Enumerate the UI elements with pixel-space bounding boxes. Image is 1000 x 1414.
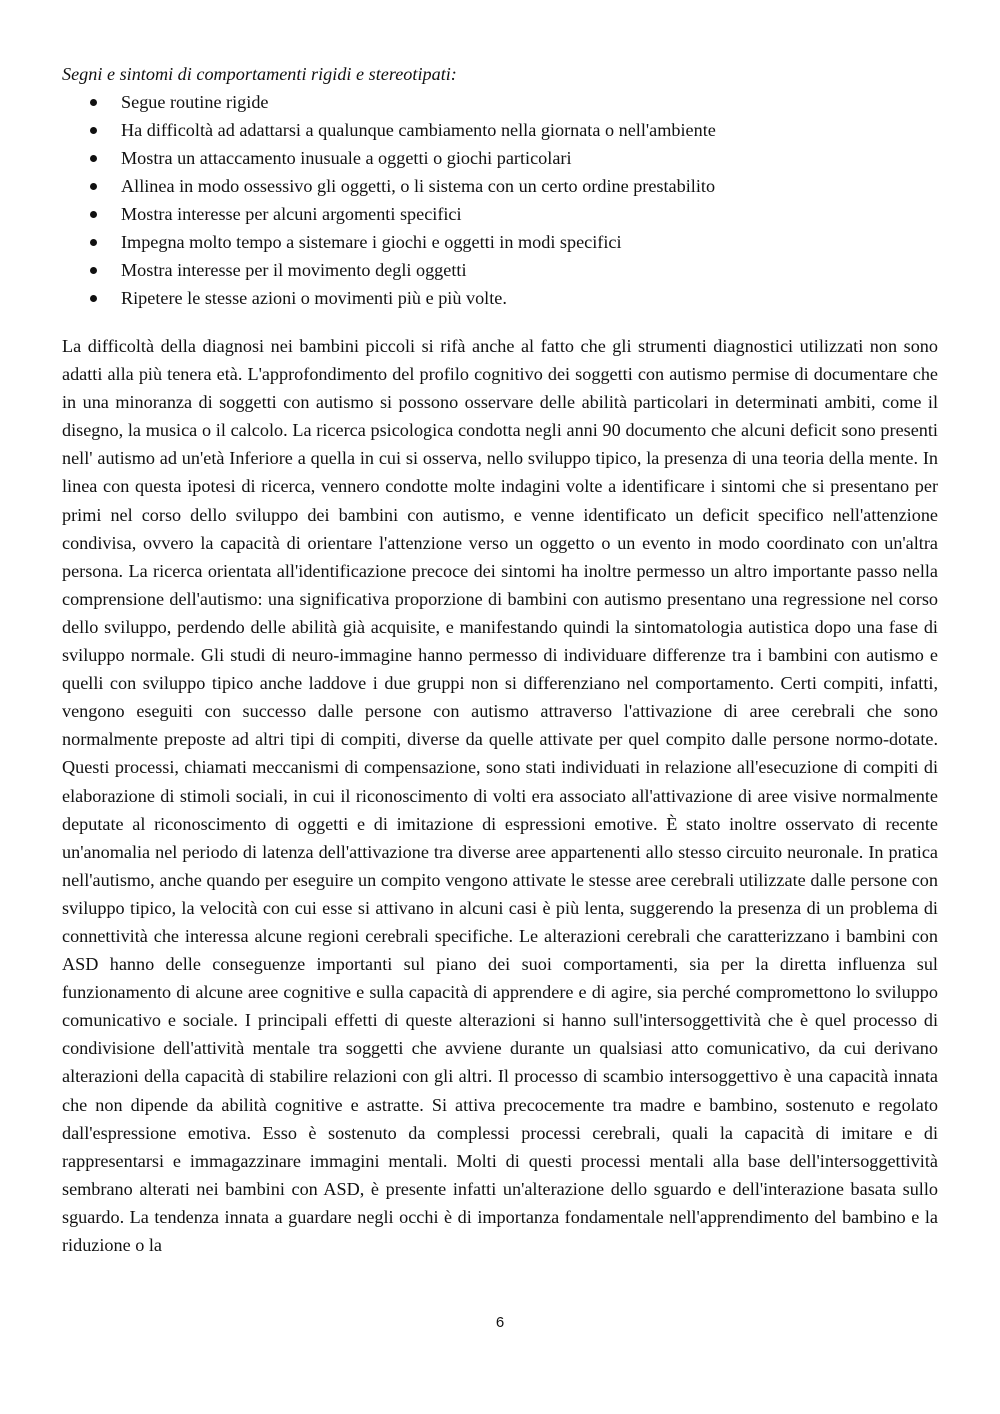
list-item-text: Mostra un attaccamento inusuale a oggetti o giochi particolari [121,148,572,168]
bullet-icon [90,99,97,106]
list-item-text: Ripetere le stesse azioni o movimenti più e più volte. [121,288,507,308]
list-item [62,172,938,200]
page-number: 6 [495,1314,505,1331]
list-item [62,116,938,144]
list-item [62,228,938,256]
bullet-icon [90,155,97,162]
symptom-list [62,88,938,312]
document-page [62,60,938,1259]
list-item-text: Mostra interesse per il movimento degli oggetti [121,260,467,280]
body-paragraph: La difficoltà della diagnosi nei bambini piccoli si rifà anche al fatto che gli strumenti diagnostici utilizzati non sono adatti alla più tenera età. L'approfondimento del profilo cognitivo dei soggetti con autismo permise di documentare che in una minoranza di soggetti con autismo si possono osservare delle abilità particolari in determinati ambiti, come il disegno, la musica o il calcolo. La ricerca psicologica condotta negli anni 90 documento che alcuni deficit sono presenti nell' autismo ad un'età Inferiore a quella in cui si osserva, nello sviluppo tipico, la presenza di una teoria della mente. In linea con questa ipotesi di ricerca, vennero condotte molte indagini volte a identificare i sintomi che si presentano per primi nel corso dello sviluppo dei bambini con autismo, e venne identificato un deficit specifico nell'attenzione condivisa, ovvero la capacità di orientare l'attenzione verso un oggetto o un evento in modo coordinato con un'altra persona. La ricerca orientata all'identificazione precoce dei sintomi ha inoltre permesso un altro importante passo nella comprensione dell'autismo: una significativa proporzione di bambini con autismo presentano una regressione nel corso dello sviluppo, perdendo delle abilità già acquisite, e manifestando quindi la sintomatologia autistica dopo una fase di sviluppo normale. Gli studi di neuro-immagine hanno permesso di individuare differenze tra i bambini con autismo e quelli con sviluppo tipico anche laddove i due gruppi non si differenziano nel comportamento. Certi compiti, infatti, vengono eseguiti con successo dalle persone con autismo attraverso l'attivazione di aree cerebrali che sono normalmente preposte ad altri tipi di compiti, diverse da quelle attivate per quel compito dalle persone normo-dotate. Questi processi, chiamati meccanismi di compensazione, sono stati individuati in relazione all'esecuzione di compiti di elaborazione di stimoli sociali, in cui il riconoscimento di volti era associato all'attivazione di aree visive normalmente deputate al riconoscimento di oggetti e di imitazione di espressioni emotive. È stato inoltre osservato di recente un'anomalia nel periodo di latenza dell'attivazione tra diverse aree appartenenti allo stesso circuito neuronale. In pratica nell'autismo, anche quando per eseguire un compito vengono attivate le stesse aree cerebrali utilizzate dalle persone con sviluppo tipico, la velocità con cui esse si attivano in alcuni casi è più lenta, suggerendo la presenza di un problema di connettività che interessa alcune regioni cerebrali specifiche. Le alterazioni cerebrali che caratterizzano i bambini con ASD hanno delle conseguenze importanti sul piano dei suoi comportamenti, sia per la diretta influenza sul funzionamento di alcune aree cognitive e sulla capacità di apprendere e di agire, sia perché compromettono lo sviluppo comunicativo e sociale. I principali effetti di queste alterazioni si hanno sull'intersoggettività che è quel processo di condivisione dell'attività mentale tra soggetti che avviene durante un qualsiasi atto comunicativo, da cui derivano alterazioni della capacità di stabilire relazioni con gli altri. Il processo di scambio intersoggettivo è una capacità innata che non dipende da abilità cognitive e astratte. Si attiva precocemente tra madre e bambino, sostenuto e regolato dall'espressione emotiva. Esso è sostenuto da complessi processi cerebrali, quali la capacità di imitare e di rappresentarsi e immagazzinare immagini mentali. Molti di questi processi mentali alla base dell'intersoggettività sembrano alterati nei bambini con ASD, è presente infatti un'alterazione dello sguardo e dell'interazione basata sullo sguardo. La tendenza innata a guardare negli occhi è di importanza fondamentale nell'apprendimento del bambino e la riduzione o la [62,336,938,1255]
bullet-icon [90,239,97,246]
bullet-icon [90,295,97,302]
list-item [62,88,938,116]
list-item-text: Segue routine rigide [121,92,269,112]
list-item-text: Impegna molto tempo a sistemare i giochi e oggetti in modi specifici [121,232,622,252]
section-heading: Segni e sintomi di comportamenti rigidi e stereotipati: [62,64,457,84]
list-item-text: Mostra interesse per alcuni argomenti specifici [121,204,462,224]
list-item [62,256,938,284]
list-item [62,284,938,312]
bullet-icon [90,183,97,190]
list-item-text: Allinea in modo ossessivo gli oggetti, o li sistema con un certo ordine prestabilito [121,176,716,196]
bullet-icon [90,127,97,134]
bullet-icon [90,267,97,274]
list-item [62,144,938,172]
list-item [62,200,938,228]
list-item-text: Ha difficoltà ad adattarsi a qualunque cambiamento nella giornata o nell'ambiente [121,120,716,140]
bullet-icon [90,211,97,218]
